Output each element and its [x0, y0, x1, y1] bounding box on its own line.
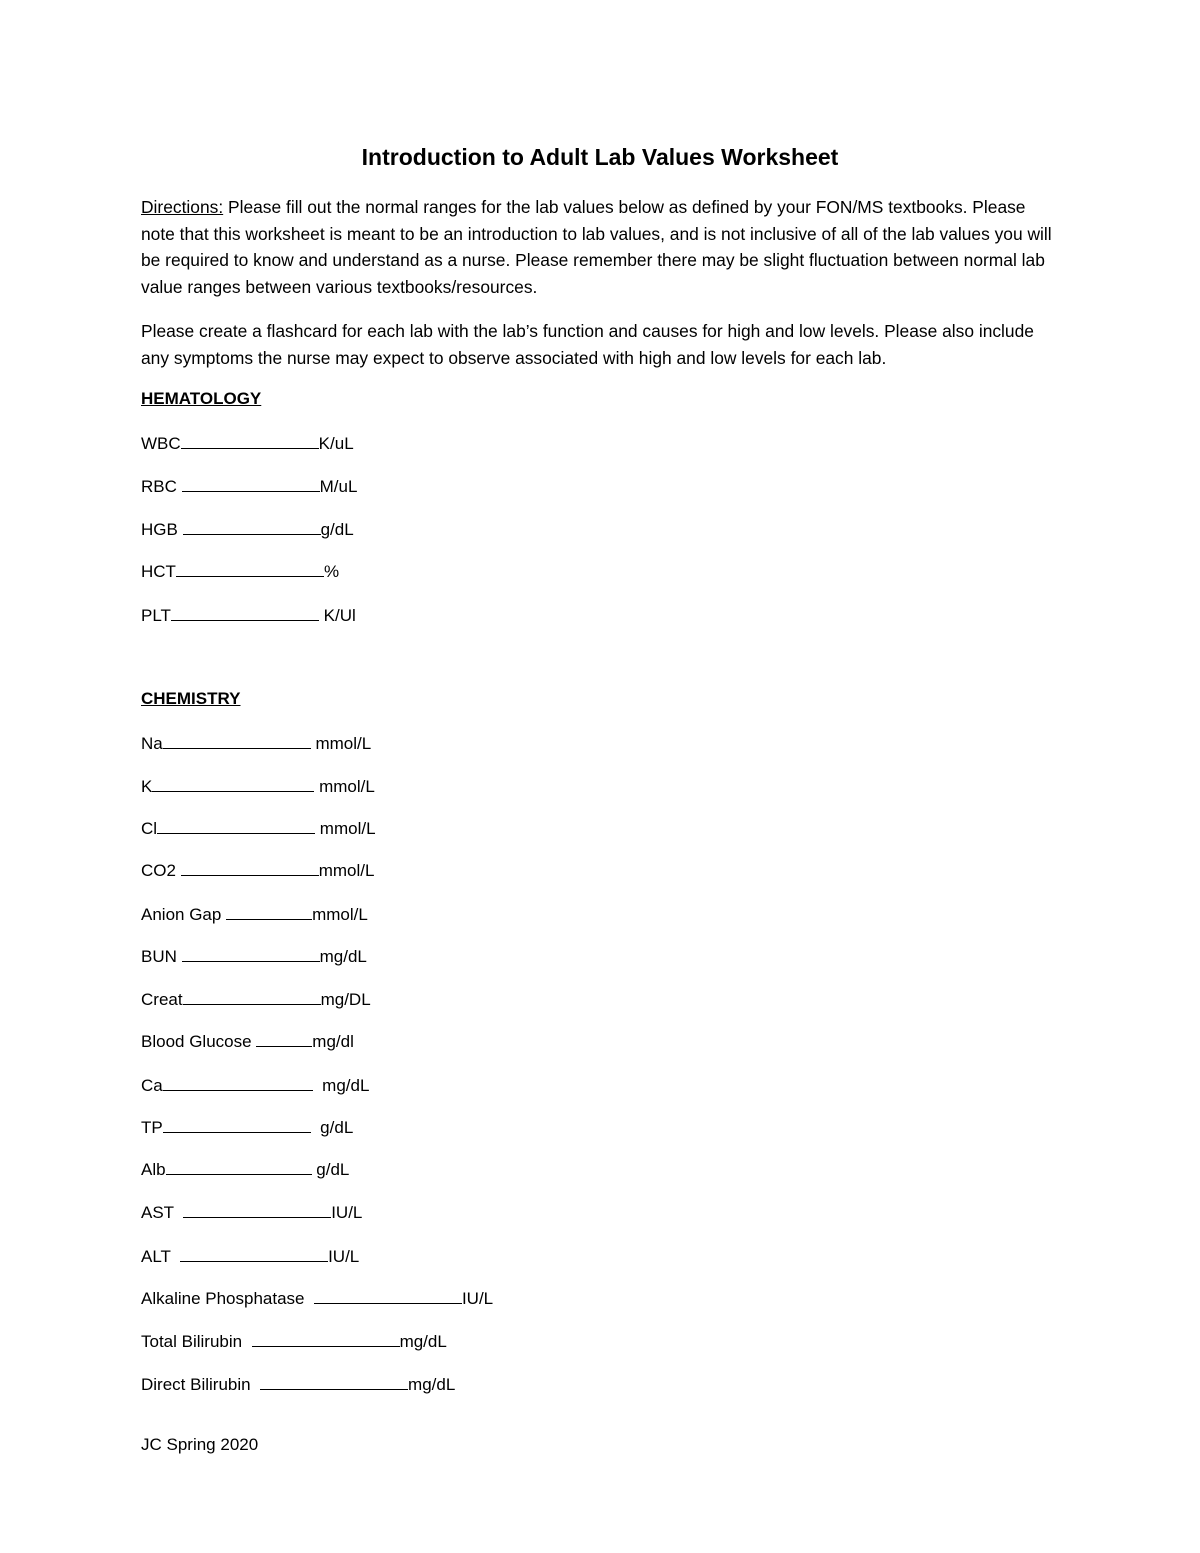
answer-blank[interactable] — [183, 988, 321, 1005]
lab-row-alkaline-phosphatase — [141, 1287, 493, 1310]
lab-row-blood-glucose — [141, 1030, 354, 1053]
lab-unit: IU/L — [331, 1203, 363, 1222]
instructions-paragraph: Please create a flashcard for each lab with the lab’s function and causes for high and low levels. Please also include any symptoms the nurse may expect to observe associated with high and low levels for each lab. — [141, 321, 1034, 368]
lab-label: ALT — [141, 1247, 181, 1266]
answer-blank[interactable] — [163, 1074, 313, 1091]
lab-unit: mg/dL — [312, 1076, 370, 1095]
answer-blank[interactable] — [260, 1373, 408, 1390]
lab-unit: g/dL — [320, 520, 354, 539]
page-title: Introduction to Adult Lab Values Worksheet — [361, 144, 839, 170]
lab-label: CO2 — [141, 861, 181, 880]
lab-unit: mmol/L — [314, 777, 375, 796]
lab-label: TP — [141, 1118, 163, 1137]
lab-unit: mg/DL — [320, 990, 371, 1009]
answer-blank[interactable] — [163, 1116, 311, 1133]
answer-blank[interactable] — [181, 432, 319, 449]
lab-label: Cl — [141, 819, 158, 838]
lab-label: HGB — [141, 520, 183, 539]
lab-unit: g/dL — [310, 1118, 354, 1137]
lab-label: BUN — [141, 947, 182, 966]
lab-label: Blood Glucose — [141, 1032, 257, 1051]
hematology-heading: HEMATOLOGY — [141, 389, 262, 408]
page-footer: JC Spring 2020 — [141, 1435, 259, 1454]
lab-unit: K/uL — [318, 434, 354, 453]
lab-unit: IU/L — [328, 1247, 360, 1266]
answer-blank[interactable] — [183, 518, 321, 535]
answer-blank[interactable] — [181, 859, 319, 876]
answer-blank[interactable] — [226, 903, 312, 920]
lab-unit: mg/dL — [399, 1332, 447, 1351]
lab-label: WBC — [141, 434, 181, 453]
lab-row-anion-gap — [141, 903, 368, 926]
lab-label: Direct Bilirubin — [141, 1375, 261, 1394]
answer-blank[interactable] — [166, 1158, 312, 1175]
lab-label: PLT — [141, 606, 171, 625]
lab-label: Creat — [141, 990, 183, 1009]
lab-label: K — [141, 777, 153, 796]
directions-paragraph — [141, 194, 1061, 301]
answer-blank[interactable] — [180, 1245, 328, 1262]
answer-blank[interactable] — [163, 732, 311, 749]
answer-blank[interactable] — [183, 1201, 331, 1218]
answer-blank[interactable] — [256, 1030, 312, 1047]
answer-blank[interactable] — [182, 945, 320, 962]
lab-row-ca — [141, 1074, 369, 1097]
lab-unit: % — [323, 562, 340, 581]
lab-unit: mg/dL — [408, 1375, 456, 1394]
lab-row-direct-bilirubin — [141, 1373, 455, 1396]
answer-blank[interactable] — [252, 1330, 400, 1347]
answer-blank[interactable] — [152, 775, 314, 792]
lab-label: Anion Gap — [141, 905, 227, 924]
lab-unit: mmol/L — [312, 905, 368, 924]
lab-row-total-bilirubin — [141, 1330, 447, 1353]
lab-label: Ca — [141, 1076, 163, 1095]
lab-label: Na — [141, 734, 163, 753]
lab-row-bun — [141, 945, 367, 968]
lab-row-cl — [141, 817, 376, 840]
lab-row-hgb — [141, 518, 354, 541]
answer-blank[interactable] — [182, 475, 320, 492]
directions-text: Please fill out the normal ranges for the lab values below as defined by your FON/MS textbooks. Please note that this worksheet is meant to be an introduction to lab values, and is not inclusive of all of the lab values you will be required to know and understand as a nurse. Please remember there may be slight fluctuation between normal lab value ranges between various textbooks/resources. — [141, 197, 1052, 298]
lab-unit: mg/dl — [312, 1032, 354, 1051]
lab-row-na — [141, 732, 371, 755]
lab-unit: mmol/L — [315, 819, 376, 838]
lab-label: RBC — [141, 477, 182, 496]
lab-row-plt — [141, 604, 356, 627]
lab-label: Alkaline Phosphatase — [141, 1289, 314, 1308]
lab-unit: M/uL — [319, 477, 358, 496]
lab-unit: mmol/L — [318, 861, 375, 880]
lab-unit: K/Ul — [318, 606, 356, 625]
directions-label: Directions: — [141, 197, 224, 217]
lab-label: HCT — [141, 562, 176, 581]
answer-blank[interactable] — [171, 604, 319, 621]
lab-row-alb — [141, 1158, 349, 1181]
lab-label: Alb — [141, 1160, 166, 1179]
chemistry-heading: CHEMISTRY — [141, 689, 241, 708]
lab-label: Total Bilirubin — [141, 1332, 252, 1351]
lab-row-alt — [141, 1245, 359, 1268]
lab-unit: mmol/L — [310, 734, 372, 753]
lab-row-co2 — [141, 859, 374, 882]
lab-row-rbc — [141, 475, 357, 498]
lab-unit: g/dL — [311, 1160, 350, 1179]
answer-blank[interactable] — [176, 560, 324, 577]
lab-unit: IU/L — [461, 1289, 494, 1308]
lab-row-hct — [141, 560, 339, 583]
lab-row-wbc — [141, 432, 354, 455]
lab-row-k — [141, 775, 375, 798]
answer-blank[interactable] — [157, 817, 315, 834]
lab-unit: mg/dL — [319, 947, 367, 966]
lab-row-creat — [141, 988, 371, 1011]
answer-blank[interactable] — [314, 1287, 462, 1304]
lab-row-ast — [141, 1201, 362, 1224]
lab-label: AST — [141, 1203, 184, 1222]
lab-row-tp — [141, 1116, 353, 1139]
